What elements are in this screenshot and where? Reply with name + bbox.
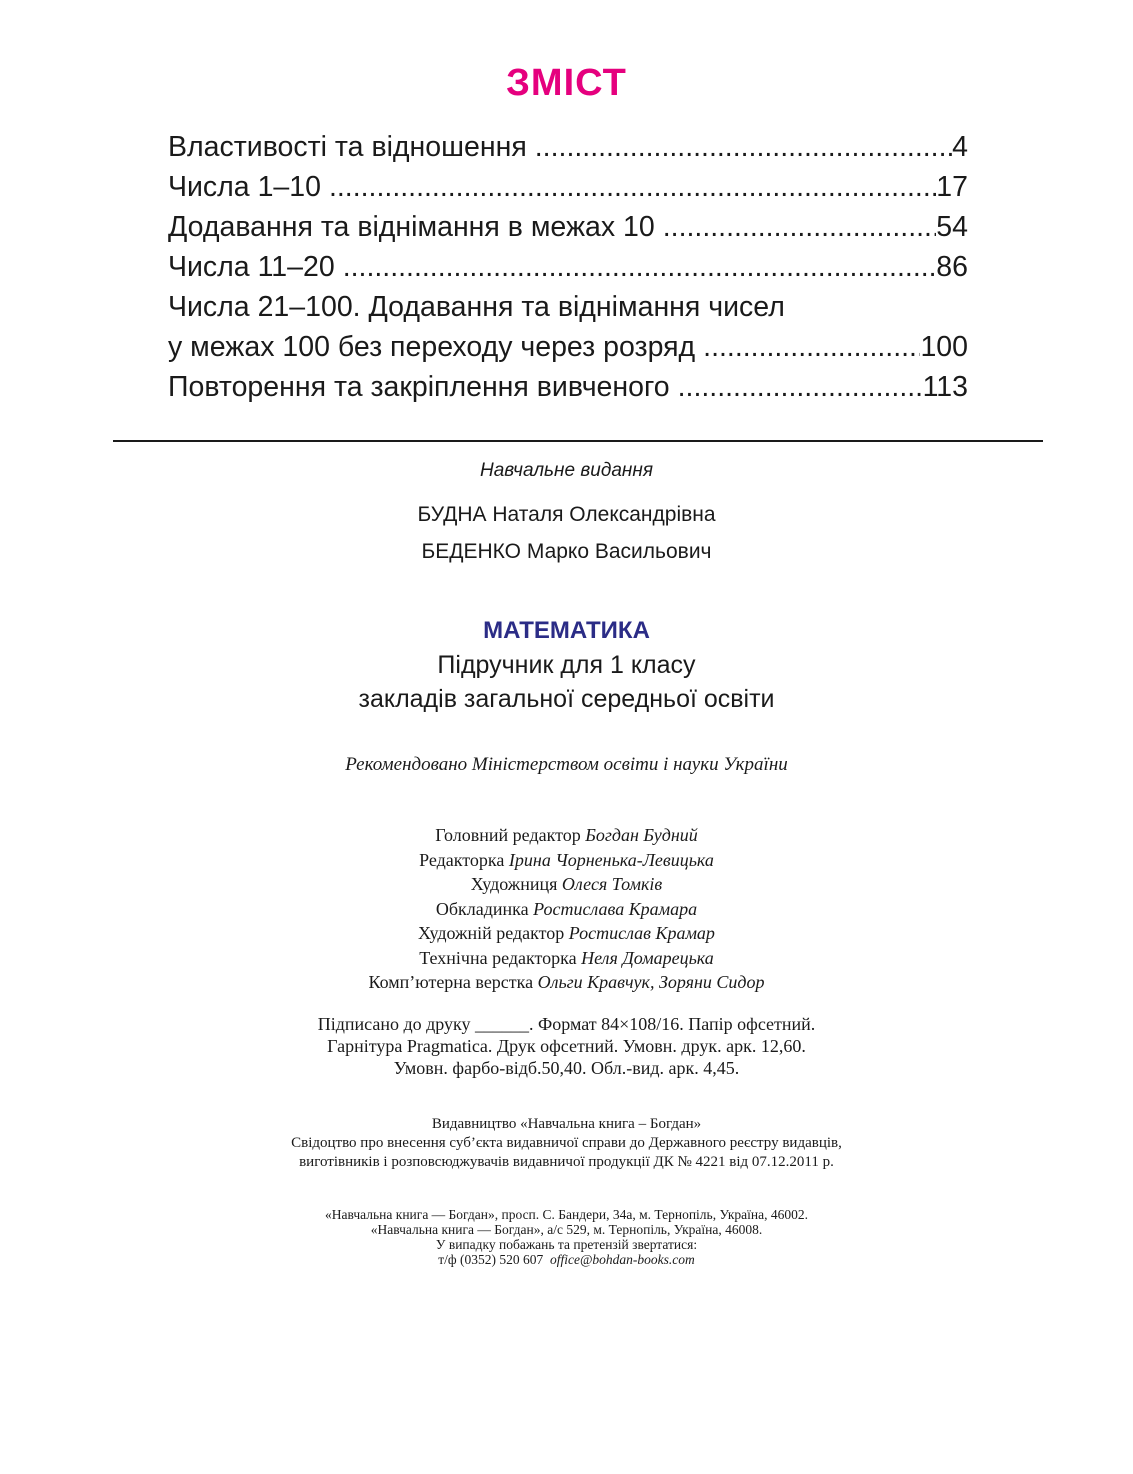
address-line: «Навчальна книга — Богдан», просп. С. Бандери, 34а, м. Тернопіль, Україна, 46002. [325, 1207, 808, 1222]
toc-entry-title: Властивості та відношення [168, 131, 527, 163]
toc-entry-title: Числа 1–10 [168, 171, 321, 203]
address-line: «Навчальна книга — Богдан», а/с 529, м. Тернопіль, Україна, 46008. [370, 1222, 763, 1237]
publisher-info-block [0, 1115, 1133, 1172]
credit-name: Ростислава Крамара [533, 898, 698, 919]
toc-entry-first-line[interactable] [168, 287, 968, 327]
author-name: БУДНА Наталя Олександрівна [417, 503, 716, 526]
credit-line [0, 823, 1133, 848]
credit-line [0, 897, 1133, 922]
credit-name: Ірина Чорненька-Левицька [508, 849, 714, 870]
credit-role: Художній редактор [418, 923, 565, 943]
toc-leader-dots [527, 127, 952, 167]
toc-leader-dots [335, 247, 937, 287]
toc-entry-page: 17 [936, 171, 968, 203]
credit-role: Технічна редакторка [419, 947, 577, 968]
toc-entry-page: 86 [936, 251, 968, 283]
credit-line [0, 848, 1133, 873]
toc-entry-title: у межах 100 без переходу через розряд [168, 331, 696, 363]
toc-entry-title: Числа 11–20 [168, 251, 335, 283]
contact-line [0, 1252, 1133, 1267]
credit-name: Богдан Будний [585, 825, 698, 845]
toc-entry[interactable] [168, 367, 968, 407]
credits-block [0, 823, 1133, 995]
recommendation-note: Рекомендовано Міністерством освіти і науки України [345, 754, 788, 775]
table-of-contents [168, 127, 968, 407]
credit-role: Художниця [470, 874, 558, 894]
address-line: У випадку побажань та претензій звертатися: [435, 1237, 698, 1252]
toc-entry-page: 113 [922, 371, 968, 403]
horizontal-divider [113, 440, 1043, 442]
credit-name: Олеся Томків [561, 874, 663, 894]
publisher-info-line: Видавництво «Навчальна книга – Богдан» [431, 1116, 702, 1132]
credit-role: Обкладинка [435, 898, 529, 919]
toc-leader-dots [655, 207, 937, 247]
toc-entry[interactable] [168, 167, 968, 207]
toc-entry[interactable] [168, 207, 968, 247]
toc-entry-title: Додавання та віднімання в межах 10 [168, 211, 655, 243]
toc-entry-title: Числа 21–100. Додавання та віднімання чисел [168, 291, 785, 323]
publisher-info-line: Свідоцтво про внесення суб’єкта видавничої справи до Державного реєстру видавців, [291, 1135, 842, 1151]
credit-role: Комп’ютерна верстка [368, 972, 534, 992]
credit-role: Головний редактор [435, 825, 581, 845]
credit-line [0, 872, 1133, 897]
book-subtitle: Підручник для 1 класу [437, 651, 696, 679]
book-title: МАТЕМАТИКА [483, 617, 650, 644]
edition-type: Навчальне видання [480, 460, 653, 481]
toc-entry-title: Повторення та закріплення вивченого [168, 371, 670, 403]
toc-entry-page: 100 [920, 331, 968, 363]
book-subtitle: закладів загальної середньої освіти [358, 685, 775, 713]
page-title: ЗМІСТ [506, 62, 627, 104]
print-info-line: Умовн. фарбо-відб.50,40. Обл.-вид. арк. 4,45. [393, 1058, 740, 1078]
toc-entry-page: 54 [936, 211, 968, 243]
toc-leader-dots [670, 367, 923, 407]
print-info-line: Гарнітура Pragmatica. Друк офсетний. Умовн. друк. арк. 12,60. [327, 1036, 806, 1056]
toc-entry[interactable] [168, 327, 968, 367]
credit-line [0, 921, 1133, 946]
contact-phone: т/ф (0352) 520 607 [438, 1252, 544, 1267]
address-block [0, 1207, 1133, 1267]
toc-leader-dots [321, 167, 936, 207]
toc-entry[interactable] [168, 127, 968, 167]
credit-line [0, 970, 1133, 995]
credit-name: Неля Домарецька [581, 947, 714, 968]
toc-leader-dots [695, 327, 920, 367]
toc-entry-page: 4 [952, 131, 968, 163]
author-name: БЕДЕНКО Марко Васильович [421, 540, 712, 563]
publisher-info-line: виготівників і розповсюджувачів видавничої продукції ДК № 4221 від 07.12.2011 р. [299, 1154, 834, 1170]
contact-email-link[interactable]: office@bohdan-books.com [550, 1252, 695, 1267]
credit-line [0, 946, 1133, 971]
credit-name: Ольги Кравчук, Зоряни Сидор [537, 972, 765, 992]
print-info-block [0, 1013, 1133, 1079]
toc-entry[interactable] [168, 247, 968, 287]
print-info-line: Підписано до друку ______. Формат 84×108/16. Папір офсетний. [317, 1014, 816, 1034]
credit-name: Ростислав Крамар [568, 923, 715, 943]
credit-role: Редакторка [419, 849, 505, 870]
